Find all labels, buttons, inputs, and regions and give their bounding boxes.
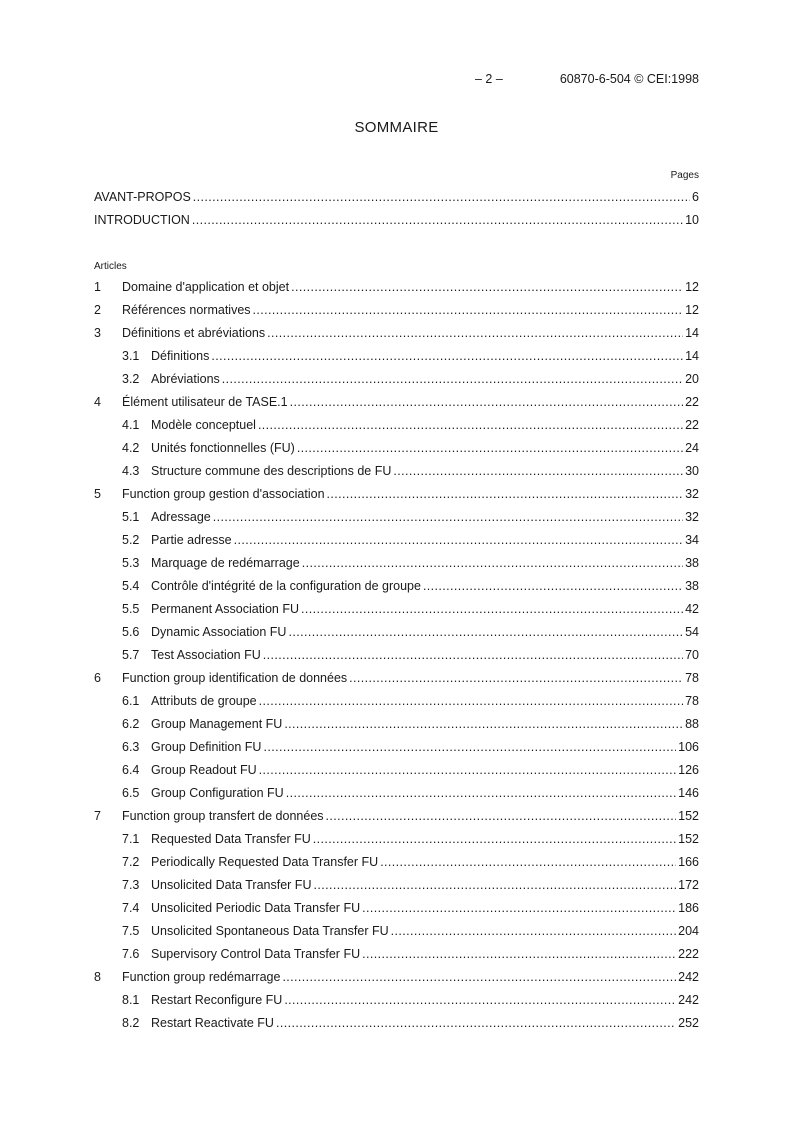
toc-entry-page: 24: [685, 441, 699, 455]
dot-leader: [288, 625, 683, 639]
toc-entry-title: Group Configuration FU: [151, 786, 284, 800]
toc-entry-title: Définitions et abréviations: [122, 326, 266, 340]
toc-entry-title: AVANT-PROPOS: [94, 190, 191, 204]
toc-entry-title: Unités fonctionnelles (FU): [151, 441, 295, 455]
toc-entry-number: 6.3: [122, 740, 140, 754]
toc-entry[interactable]: [122, 832, 699, 850]
dot-leader: [258, 418, 683, 432]
toc-entry-number: 5: [94, 487, 101, 501]
toc-entry-page: 22: [685, 418, 699, 432]
dot-leader: [313, 878, 676, 892]
toc-entry[interactable]: [122, 556, 699, 574]
toc-entry-title: Attributs de groupe: [151, 694, 257, 708]
toc-entry-number: 7.4: [122, 901, 140, 915]
toc-entry-number: 7.5: [122, 924, 140, 938]
dot-leader: [192, 213, 683, 227]
toc-entry-number: 6.2: [122, 717, 140, 731]
toc-entry-title: Supervisory Control Data Transfer FU: [151, 947, 361, 961]
toc-entry[interactable]: [122, 464, 699, 482]
toc-entry-page: 172: [678, 878, 699, 892]
toc-entry-number: 1: [94, 280, 101, 294]
toc-entry-number: 7: [94, 809, 101, 823]
toc-entry[interactable]: [122, 855, 699, 873]
articles-label: Articles: [94, 261, 127, 272]
toc-entry-title: Function group gestion d'association: [122, 487, 325, 501]
toc-entry-title: Permanent Association FU: [151, 602, 299, 616]
toc-entry-page: 22: [685, 395, 699, 409]
toc-entry[interactable]: [94, 395, 699, 413]
toc-entry-number: 7.1: [122, 832, 140, 846]
toc-entry-page: 38: [685, 556, 699, 570]
toc-entry[interactable]: [122, 924, 699, 942]
toc-entry-page: 204: [678, 924, 699, 938]
dot-leader: [253, 303, 684, 317]
toc-entry-introduction[interactable]: [94, 213, 699, 231]
dot-leader: [259, 763, 677, 777]
toc-entry-number: 4: [94, 395, 101, 409]
toc-entry-page: 34: [685, 533, 699, 547]
toc-entry-page: 88: [685, 717, 699, 731]
toc-entry-page: 166: [678, 855, 699, 869]
toc-entry-page: 12: [685, 303, 699, 317]
toc-entry-number: 8.1: [122, 993, 140, 1007]
toc-entry-number: 8: [94, 970, 101, 984]
toc-entry-page: 14: [685, 349, 699, 363]
dot-leader: [286, 786, 676, 800]
toc-entry[interactable]: [122, 740, 699, 758]
toc-entry[interactable]: [122, 510, 699, 528]
toc-entry-number: 5.3: [122, 556, 140, 570]
toc-entry-number: 3: [94, 326, 101, 340]
toc-entry-number: 5.1: [122, 510, 140, 524]
toc-entry[interactable]: [122, 947, 699, 965]
toc-entry[interactable]: [122, 694, 699, 712]
page-header: [94, 72, 699, 90]
dot-leader: [234, 533, 683, 547]
toc-entry[interactable]: [94, 970, 699, 988]
dot-leader: [213, 510, 683, 524]
dot-leader: [297, 441, 683, 455]
dot-leader: [326, 809, 677, 823]
toc-entry-page: 146: [678, 786, 699, 800]
dot-leader: [211, 349, 683, 363]
toc-entry-title: Modèle conceptuel: [151, 418, 256, 432]
toc-entry-page: 78: [685, 694, 699, 708]
dot-leader: [362, 947, 676, 961]
toc-entry-avant-propos[interactable]: [94, 190, 699, 208]
toc-entry-page: 222: [678, 947, 699, 961]
toc-entry-page: 186: [678, 901, 699, 915]
toc-entry-title: Function group redémarrage: [122, 970, 281, 984]
toc-entry[interactable]: [122, 993, 699, 1011]
toc-entry-title: Abréviations: [151, 372, 220, 386]
toc-entry[interactable]: [122, 763, 699, 781]
toc-entry-number: 7.6: [122, 947, 140, 961]
toc-entry-page: 70: [685, 648, 699, 662]
toc-entry-title: Adressage: [151, 510, 211, 524]
dot-leader: [222, 372, 683, 386]
toc-entry-page: 32: [685, 510, 699, 524]
dot-leader: [282, 970, 676, 984]
dot-leader: [259, 694, 683, 708]
toc-entry-page: 10: [685, 213, 699, 227]
toc-entry-page: 106: [678, 740, 699, 754]
toc-entry-title: Restart Reactivate FU: [151, 1016, 274, 1030]
toc-entry-number: 4.3: [122, 464, 140, 478]
dot-leader: [267, 326, 683, 340]
toc-entry-page: 126: [678, 763, 699, 777]
toc-entry[interactable]: [122, 602, 699, 620]
toc-entry[interactable]: [94, 326, 699, 344]
toc-entry-number: 3.1: [122, 349, 140, 363]
toc-entry-title: Contrôle d'intégrité de la configuration de groupe: [151, 579, 421, 593]
toc-entry-page: 38: [685, 579, 699, 593]
dot-leader: [327, 487, 684, 501]
dot-leader: [284, 717, 683, 731]
dot-leader: [263, 740, 676, 754]
toc-entry-title: Group Definition FU: [151, 740, 262, 754]
toc-entry-number: 5.7: [122, 648, 140, 662]
toc-entry[interactable]: [122, 1016, 699, 1034]
toc-entry-title: Domaine d'application et objet: [122, 280, 290, 294]
toc-entry[interactable]: [122, 372, 699, 390]
dot-leader: [290, 395, 683, 409]
dot-leader: [380, 855, 676, 869]
toc-entry[interactable]: [122, 579, 699, 597]
toc-entry-page: 32: [685, 487, 699, 501]
toc-entry-title: Test Association FU: [151, 648, 261, 662]
toc-entry-title: Function group identification de données: [122, 671, 348, 685]
toc-entry-page: 6: [692, 190, 699, 204]
toc-entry-page: 42: [685, 602, 699, 616]
toc-entry-title: Structure commune des descriptions de FU: [151, 464, 392, 478]
toc-entry-page: 252: [678, 1016, 699, 1030]
toc-entry-title: Unsolicited Periodic Data Transfer FU: [151, 901, 361, 915]
toc-entry-page: 242: [678, 970, 699, 984]
toc-entry-title: Définitions: [151, 349, 210, 363]
toc-entry-title: Requested Data Transfer FU: [151, 832, 311, 846]
toc-entry-number: 5.5: [122, 602, 140, 616]
toc-entry-title: Élément utilisateur de TASE.1: [122, 395, 288, 409]
toc-entry-title: Dynamic Association FU: [151, 625, 287, 639]
dot-leader: [291, 280, 683, 294]
toc-entry-page: 54: [685, 625, 699, 639]
dot-leader: [349, 671, 683, 685]
toc-entry-number: 5.4: [122, 579, 140, 593]
toc-entry-number: 6.4: [122, 763, 140, 777]
toc-entry[interactable]: [122, 349, 699, 367]
dot-leader: [313, 832, 676, 846]
toc-entry-number: 8.2: [122, 1016, 140, 1030]
toc-entry-number: 7.2: [122, 855, 140, 869]
dot-leader: [393, 464, 683, 478]
toc-entry-title: Function group transfert de données: [122, 809, 324, 823]
toc-entry[interactable]: [122, 717, 699, 735]
toc-entry-page: 20: [685, 372, 699, 386]
pages-column-label: Pages: [670, 170, 699, 181]
toc-entry-number: 4.2: [122, 441, 140, 455]
toc-entry-page: 12: [685, 280, 699, 294]
toc-entry-number: 5.6: [122, 625, 140, 639]
toc-entry-page: 242: [678, 993, 699, 1007]
toc-entry[interactable]: [94, 809, 699, 827]
toc-entry[interactable]: [122, 625, 699, 643]
toc-entry-page: 14: [685, 326, 699, 340]
toc-entry-number: 3.2: [122, 372, 140, 386]
toc-entry-number: 6.1: [122, 694, 140, 708]
page-number: – 2 –: [475, 72, 503, 86]
toc-entry[interactable]: [122, 648, 699, 666]
page-title: SOMMAIRE: [354, 119, 439, 136]
toc-entry[interactable]: [122, 418, 699, 436]
toc-entry[interactable]: [122, 533, 699, 551]
toc-entry-number: 2: [94, 303, 101, 317]
dot-leader: [301, 602, 683, 616]
toc-entry-title: Group Readout FU: [151, 763, 257, 777]
toc-entry[interactable]: [94, 280, 699, 298]
toc-entry-title: Unsolicited Spontaneous Data Transfer FU: [151, 924, 389, 938]
dot-leader: [302, 556, 683, 570]
toc-entry-title: Unsolicited Data Transfer FU: [151, 878, 312, 892]
dot-leader: [391, 924, 677, 938]
toc-entry-number: 7.3: [122, 878, 140, 892]
document-reference: 60870-6-504 © CEI:1998: [559, 72, 699, 86]
toc-entry-title: INTRODUCTION: [94, 213, 190, 227]
toc-entry-title: Restart Reconfigure FU: [151, 993, 283, 1007]
toc-entry-title: Periodically Requested Data Transfer FU: [151, 855, 379, 869]
toc-entry[interactable]: [122, 441, 699, 459]
dot-leader: [193, 190, 690, 204]
toc-entry[interactable]: [94, 303, 699, 321]
toc-entry-page: 30: [685, 464, 699, 478]
dot-leader: [263, 648, 683, 662]
toc-entry[interactable]: [122, 901, 699, 919]
dot-leader: [284, 993, 676, 1007]
toc-entry-number: 6: [94, 671, 101, 685]
toc-entry-number: 6.5: [122, 786, 140, 800]
toc-entry[interactable]: [122, 786, 699, 804]
toc-entry-title: Références normatives: [122, 303, 251, 317]
toc-entry[interactable]: [94, 671, 699, 689]
toc-entry-number: 5.2: [122, 533, 140, 547]
toc-entry-page: 152: [678, 832, 699, 846]
toc-entry[interactable]: [122, 878, 699, 896]
toc-entry-number: 4.1: [122, 418, 140, 432]
toc-entry-page: 78: [685, 671, 699, 685]
dot-leader: [276, 1016, 676, 1030]
toc-entry-page: 152: [678, 809, 699, 823]
toc-entry[interactable]: [94, 487, 699, 505]
toc-entry-title: Group Management FU: [151, 717, 283, 731]
dot-leader: [423, 579, 683, 593]
dot-leader: [362, 901, 676, 915]
toc-entry-title: Marquage de redémarrage: [151, 556, 300, 570]
toc-entry-title: Partie adresse: [151, 533, 232, 547]
